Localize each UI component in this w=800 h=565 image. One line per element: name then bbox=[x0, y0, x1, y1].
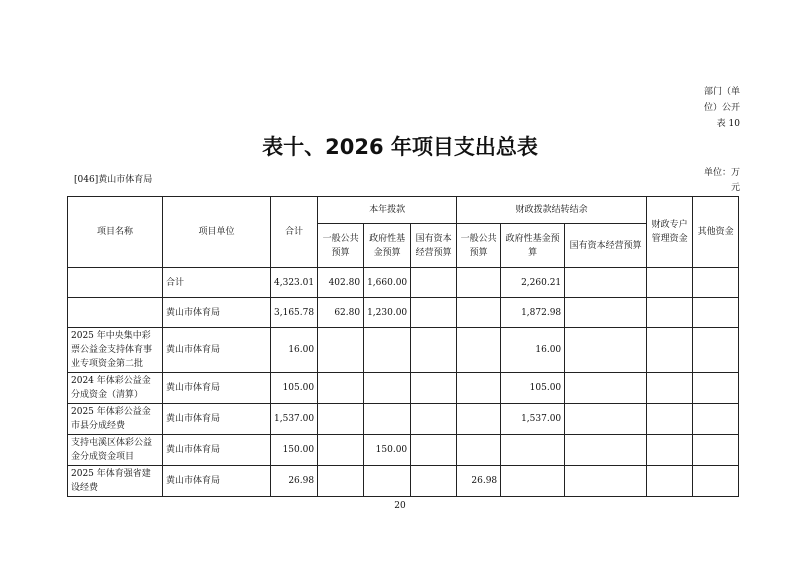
cell-total: 3,165.78 bbox=[271, 298, 318, 328]
cell-co-general bbox=[457, 404, 501, 435]
cell-cy-state bbox=[411, 435, 457, 466]
cell-project-name: 2025 年体育强省建设经费 bbox=[68, 466, 163, 497]
header-carryover: 财政拨款结转结余 bbox=[457, 197, 647, 224]
cell-other bbox=[693, 268, 739, 298]
cell-cy-general: 62.80 bbox=[318, 298, 364, 328]
cell-co-state bbox=[565, 435, 647, 466]
cell-total: 16.00 bbox=[271, 328, 318, 373]
cell-project-unit: 黄山市体育局 bbox=[163, 298, 271, 328]
cell-project-unit: 黄山市体育局 bbox=[163, 466, 271, 497]
cell-cy-state bbox=[411, 298, 457, 328]
cell-co-fund: 1,872.98 bbox=[501, 298, 565, 328]
cell-other bbox=[693, 404, 739, 435]
table-row bbox=[68, 268, 739, 298]
department-code: [046]黄山市体育局 bbox=[74, 175, 153, 185]
cell-special bbox=[647, 268, 693, 298]
cell-co-general: 26.98 bbox=[457, 466, 501, 497]
header-special-account: 财政专户管理资金 bbox=[647, 197, 693, 268]
cell-project-name bbox=[68, 268, 163, 298]
cell-project-name: 2025 年中央集中彩票公益金支持体育事业专项资金第二批 bbox=[68, 328, 163, 373]
cell-total: 1,537.00 bbox=[271, 404, 318, 435]
project-expenditure-table bbox=[67, 196, 739, 497]
cell-co-state bbox=[565, 298, 647, 328]
table-row bbox=[68, 435, 739, 466]
page-title: 表十、2026 年项目支出总表 bbox=[262, 135, 538, 159]
cell-project-unit: 黄山市体育局 bbox=[163, 435, 271, 466]
cell-cy-fund bbox=[364, 373, 411, 404]
unit-label-line2: 元 bbox=[730, 183, 740, 193]
header-project-name: 项目名称 bbox=[68, 197, 163, 268]
cell-special bbox=[647, 298, 693, 328]
corner-label-line1: 部门（单 bbox=[703, 87, 740, 97]
cell-project-unit: 合计 bbox=[163, 268, 271, 298]
cell-special bbox=[647, 435, 693, 466]
table-row bbox=[68, 466, 739, 497]
cell-co-state bbox=[565, 404, 647, 435]
header-cy-general: 一般公共预算 bbox=[318, 224, 364, 268]
table-row bbox=[68, 328, 739, 373]
header-cy-fund: 政府性基金预算 bbox=[364, 224, 411, 268]
cell-other bbox=[693, 298, 739, 328]
cell-special bbox=[647, 404, 693, 435]
cell-co-state bbox=[565, 466, 647, 497]
cell-cy-general bbox=[318, 328, 364, 373]
cell-total: 4,323.01 bbox=[271, 268, 318, 298]
cell-special bbox=[647, 328, 693, 373]
cell-cy-general bbox=[318, 435, 364, 466]
cell-cy-fund bbox=[364, 328, 411, 373]
header-current-year: 本年拨款 bbox=[318, 197, 457, 224]
cell-cy-fund: 150.00 bbox=[364, 435, 411, 466]
cell-cy-state bbox=[411, 404, 457, 435]
header-co-state: 国有资本经营预算 bbox=[565, 224, 647, 268]
cell-project-name: 支持屯溪区体彩公益金分成资金项目 bbox=[68, 435, 163, 466]
cell-cy-fund: 1,660.00 bbox=[364, 268, 411, 298]
cell-total: 105.00 bbox=[271, 373, 318, 404]
cell-co-fund: 2,260.21 bbox=[501, 268, 565, 298]
cell-other bbox=[693, 328, 739, 373]
corner-label-line3: 表 10 bbox=[716, 119, 740, 129]
unit-label-line1: 单位：万 bbox=[703, 168, 740, 178]
cell-co-fund: 16.00 bbox=[501, 328, 565, 373]
cell-other bbox=[693, 466, 739, 497]
cell-cy-fund: 1,230.00 bbox=[364, 298, 411, 328]
header-co-fund: 政府性基金预算 bbox=[501, 224, 565, 268]
page-number: 20 bbox=[394, 501, 406, 511]
cell-project-unit: 黄山市体育局 bbox=[163, 328, 271, 373]
header-project-unit: 项目单位 bbox=[163, 197, 271, 268]
cell-co-general bbox=[457, 435, 501, 466]
cell-other bbox=[693, 435, 739, 466]
cell-co-general bbox=[457, 328, 501, 373]
cell-total: 150.00 bbox=[271, 435, 318, 466]
header-total: 合计 bbox=[271, 197, 318, 268]
cell-co-state bbox=[565, 268, 647, 298]
cell-cy-general bbox=[318, 404, 364, 435]
header-other-funds: 其他资金 bbox=[693, 197, 739, 268]
cell-project-name: 2025 年体彩公益金市县分成经费 bbox=[68, 404, 163, 435]
cell-special bbox=[647, 373, 693, 404]
cell-project-unit: 黄山市体育局 bbox=[163, 373, 271, 404]
cell-co-state bbox=[565, 328, 647, 373]
cell-project-name bbox=[68, 298, 163, 328]
cell-other bbox=[693, 373, 739, 404]
cell-co-general bbox=[457, 268, 501, 298]
cell-project-unit: 黄山市体育局 bbox=[163, 404, 271, 435]
table-row bbox=[68, 404, 739, 435]
cell-special bbox=[647, 466, 693, 497]
cell-cy-state bbox=[411, 373, 457, 404]
cell-cy-general bbox=[318, 373, 364, 404]
header-cy-state: 国有资本经营预算 bbox=[411, 224, 457, 268]
cell-cy-fund bbox=[364, 466, 411, 497]
cell-co-fund bbox=[501, 466, 565, 497]
table-row bbox=[68, 298, 739, 328]
cell-cy-state bbox=[411, 466, 457, 497]
cell-co-general bbox=[457, 298, 501, 328]
cell-cy-general: 402.80 bbox=[318, 268, 364, 298]
cell-cy-state bbox=[411, 328, 457, 373]
corner-label-line2: 位）公开 bbox=[703, 103, 740, 113]
cell-co-fund: 1,537.00 bbox=[501, 404, 565, 435]
cell-co-general bbox=[457, 373, 501, 404]
cell-cy-state bbox=[411, 268, 457, 298]
cell-co-state bbox=[565, 373, 647, 404]
header-co-general: 一般公共预算 bbox=[457, 224, 501, 268]
header-row-1 bbox=[68, 197, 739, 224]
cell-co-fund: 105.00 bbox=[501, 373, 565, 404]
cell-cy-fund bbox=[364, 404, 411, 435]
cell-cy-general bbox=[318, 466, 364, 497]
cell-project-name: 2024 年体彩公益金分成资金（清算） bbox=[68, 373, 163, 404]
cell-total: 26.98 bbox=[271, 466, 318, 497]
table-row bbox=[68, 373, 739, 404]
cell-co-fund bbox=[501, 435, 565, 466]
